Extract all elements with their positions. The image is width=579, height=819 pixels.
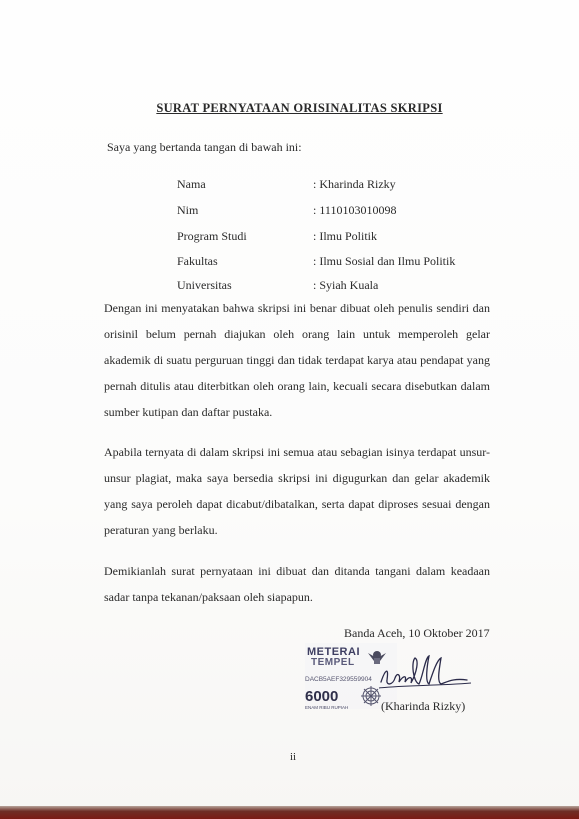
closing-paragraph: Demikianlah surat pernyataan ini dibuat dan ditanda tangani dalam keadaan sadar tanpa tekanan/paksaan oleh siapapun.: [104, 564, 490, 604]
field-value-nim: : 1110103010098: [313, 203, 397, 217]
field-label-program-studi: Program Studi: [177, 229, 247, 243]
svg-text:TEMPEL: TEMPEL: [311, 657, 355, 668]
svg-text:METERAI: METERAI: [307, 646, 360, 658]
svg-text:6000: 6000: [305, 688, 339, 705]
field-value-fakultas: : Ilmu Sosial dan Ilmu Politik: [313, 254, 456, 268]
svg-text:DACB5AEF329559904: DACB5AEF329559904: [305, 676, 372, 683]
handwritten-signature: [375, 652, 475, 697]
field-value-program-studi: : Ilmu Politik: [313, 229, 378, 243]
signer-name: (Kharinda Rizky): [381, 699, 466, 713]
signature: [375, 652, 475, 697]
document-title: SURAT PERNYATAAN ORISINALITAS SKRIPSI: [156, 101, 443, 115]
page-number: ii: [290, 751, 297, 763]
statement-paragraph: Dengan ini menyatakan bahwa skripsi ini benar dibuat oleh penulis sendiri dan orisinil belum pernah diajukan oleh orang lain untuk memperoleh gelar akademik di suatu perguruan tinggi dan tidak terdapat karya atau pendapat yang pernah ditulis atau diterbitkan oleh orang lain, kecuali secara disebutkan dalam sumber kutipan dan daftar pustaka.: [104, 301, 490, 419]
svg-text:ENAM RIBU RUPIAH: ENAM RIBU RUPIAH: [305, 705, 349, 710]
field-label-universitas: Universitas: [177, 278, 232, 292]
field-value-nama: : Kharinda Rizky: [313, 177, 396, 191]
field-label-nim: Nim: [177, 203, 199, 217]
field-label-nama: Nama: [177, 177, 206, 191]
bottom-edge-bar: [0, 806, 579, 819]
field-value-universitas: : Syiah Kuala: [313, 278, 379, 292]
intro-text: Saya yang bertanda tangan di bawah ini:: [107, 140, 302, 154]
field-label-fakultas: Fakultas: [177, 254, 218, 268]
place-date: Banda Aceh, 10 Oktober 2017: [344, 626, 490, 640]
plagiarism-paragraph: Apabila ternyata di dalam skripsi ini semua atau sebagian isinya terdapat unsur-unsur plagiat, maka saya bersedia skripsi ini digugurkan dan gelar akademik yang saya peroleh dapat dicabut/dibatalkan, serta dapat diproses sesuai dengan peraturan yang berlaku.: [104, 445, 490, 537]
